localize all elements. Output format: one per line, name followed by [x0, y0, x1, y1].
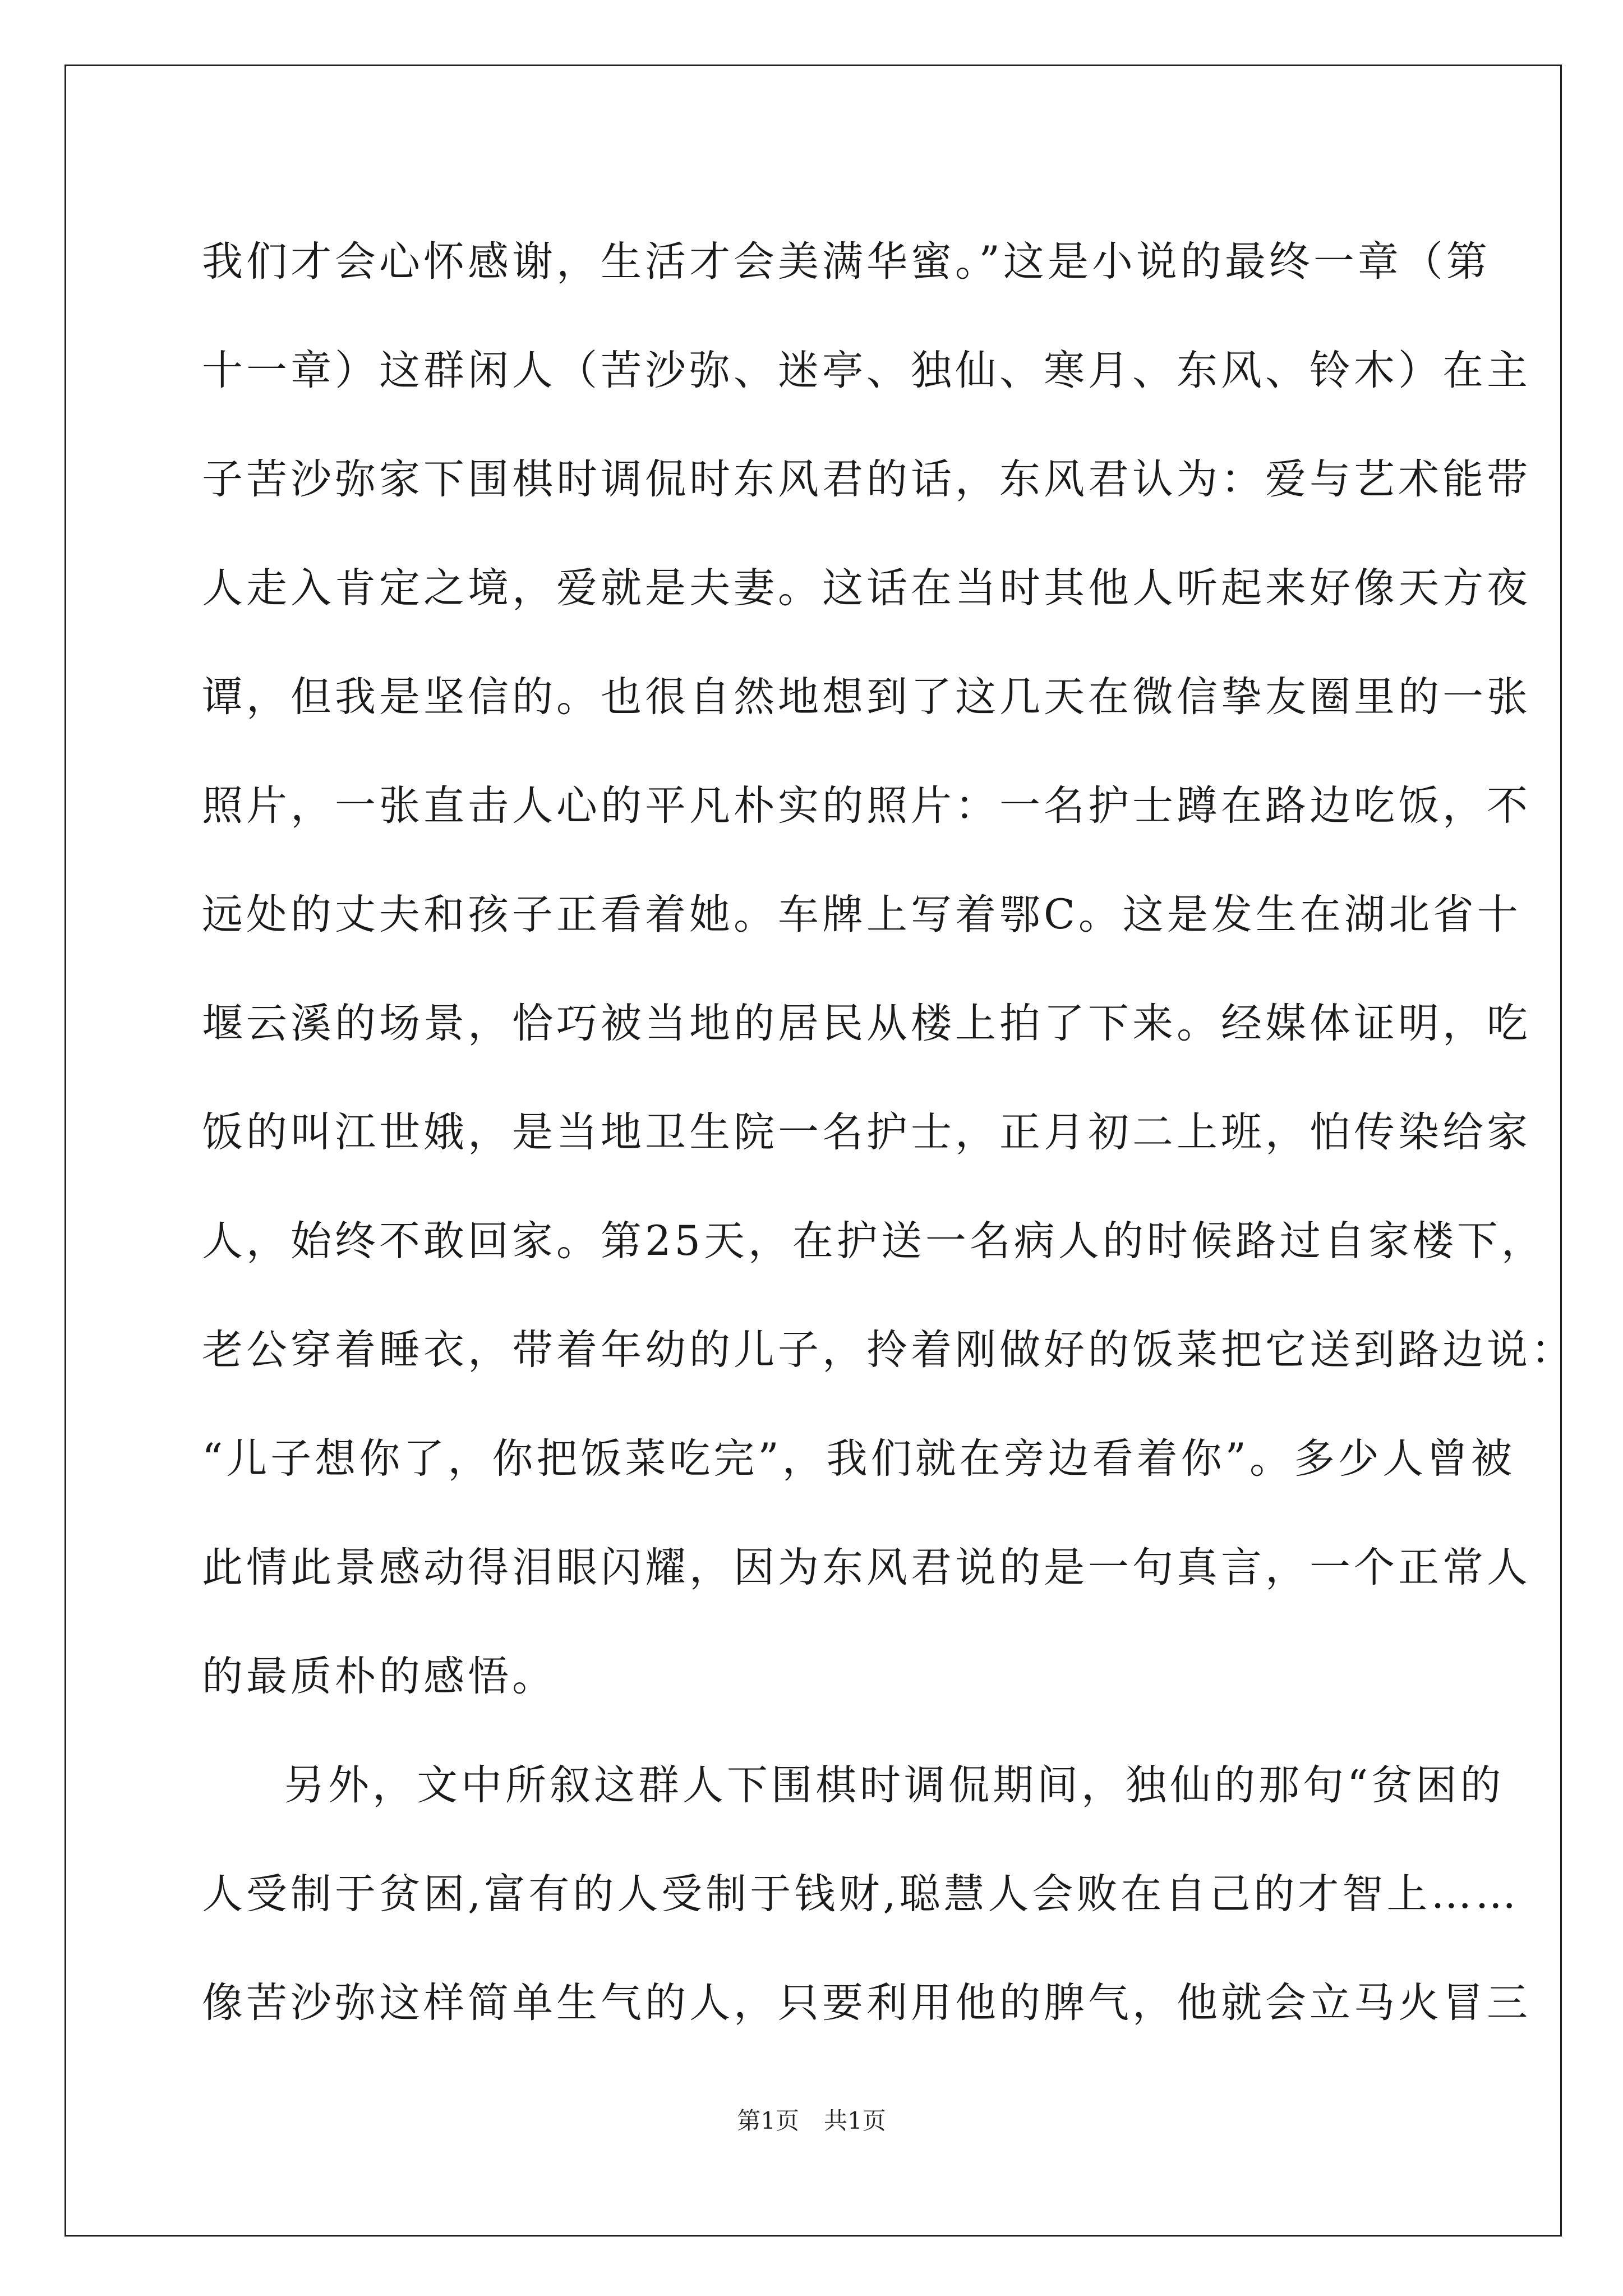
- text-line-10: 人，始终不敢回家。第25天，在护送一名病人的时候路过自家楼下，: [202, 1217, 1546, 1265]
- page-footer: [0, 2102, 1623, 2136]
- page-total: 共1页: [824, 2107, 886, 2134]
- text-line-17: 像苦沙弥这样简单生气的人，只要利用他的脾气，他就会立马火冒三: [202, 1979, 1531, 2027]
- text-line-15: 另外，文中所叙这群人下围棋时调侃期间，独仙的那句“贫困的: [284, 1761, 1505, 1809]
- document-body: [202, 208, 1575, 2058]
- text-line-11: 老公穿着睡衣，带着年幼的儿子，拎着刚做好的饭菜把它送到路边说：: [202, 1326, 1575, 1374]
- text-line-7: 远处的丈夫和孩子正看着她。车牌上写着鄂C。这是发生在湖北省十: [202, 891, 1521, 938]
- text-line-14: 的最质朴的感悟。: [202, 1653, 556, 1700]
- text-line-3: 子苦沙弥家下围棋时调侃时东风君的话，东风君认为：爱与艺术能带: [202, 455, 1531, 503]
- text-line-4: 人走入肯定之境，爱就是夫妻。这话在当时其他人听起来好像天方夜: [202, 564, 1531, 612]
- text-line-2: 十一章）这群闲人（苦沙弥、迷亭、独仙、寒月、东风、铃木）在主: [202, 347, 1531, 394]
- text-line-13: 此情此景感动得泪眼闪耀，因为东风君说的是一句真言，一个正常人: [202, 1544, 1531, 1591]
- text-line-5: 谭，但我是坚信的。也很自然地想到了这几天在微信挚友圈里的一张: [202, 673, 1531, 721]
- text-line-9: 饭的叫江世娥，是当地卫生院一名护士，正月初二上班，怕传染给家: [202, 1108, 1531, 1156]
- text-line-12: “儿子想你了，你把饭菜吃完”，我们就在旁边看着你”。多少人曾被: [202, 1435, 1515, 1483]
- text-line-6: 照片，一张直击人心的平凡朴实的照片：一名护士蹲在路边吃饭，不: [202, 782, 1531, 830]
- text-line-8: 堰云溪的场景，恰巧被当地的居民从楼上拍了下来。经媒体证明，吃: [202, 1000, 1531, 1047]
- text-line-1: 我们才会心怀感谢，生活才会美满华蜜。”这是小说的最终一章（第: [202, 238, 1491, 286]
- page-number: 第1页: [737, 2107, 799, 2134]
- text-line-16: 人受制于贫困,富有的人受制于钱财,聪慧人会败在自己的才智上……: [202, 1870, 1520, 1918]
